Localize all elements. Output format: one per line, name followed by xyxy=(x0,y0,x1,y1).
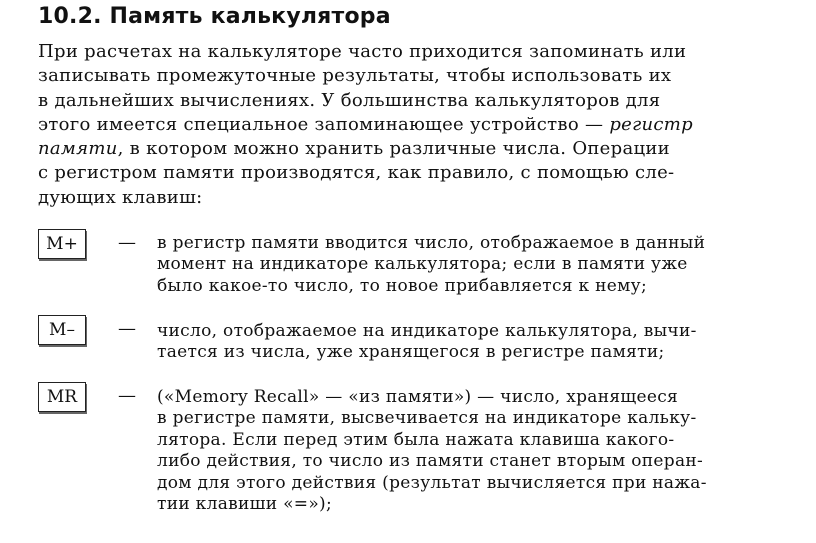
key-mr: MR xyxy=(38,382,86,412)
intro-line xyxy=(38,113,738,137)
description-line: дом для этого действия (результат вычисляется при нажа- xyxy=(157,472,707,493)
description-line: число, отображаемое на индикаторе калькулятора, вычи- xyxy=(157,321,697,341)
description-line: было какое-то число, то новое прибавляется к нему; xyxy=(157,275,647,296)
intro-line-text: этого имеется специальное запоминающее устройство — xyxy=(38,113,604,135)
key-m-plus: M+ xyxy=(38,229,86,259)
description-line: в регистре памяти, высвечивается на индикаторе кальку- xyxy=(157,408,697,429)
description-line: тается из числа, уже хранящегося в регистре памяти; xyxy=(157,342,665,363)
description-line: момент на индикаторе калькулятора; если в памяти уже xyxy=(157,254,688,275)
intro-line xyxy=(38,137,738,161)
description-line: тии клавиши «=»); xyxy=(157,494,332,515)
intro-line: дующих клавиш: xyxy=(38,186,203,208)
intro-line: в дальнейших вычислениях. У большинства калькуляторов для xyxy=(38,89,661,111)
key-m-plus-description xyxy=(157,233,777,297)
description-line: лятора. Если перед этим была нажата клавиша какого- xyxy=(157,429,675,450)
term-memory: памяти xyxy=(38,138,118,160)
dash: — xyxy=(118,385,136,406)
intro-line: При расчетах на калькуляторе часто приходится запоминать или xyxy=(38,41,687,62)
intro-line: с регистром памяти производятся, как правило, с помощью сле- xyxy=(38,162,675,184)
key-mr-description xyxy=(157,387,777,515)
intro-line-text: , в котором можно хранить различные числа. Операции xyxy=(117,138,670,160)
description-line: в регистр памяти вводится число, отображаемое в данный xyxy=(157,233,706,253)
term-register: регистр xyxy=(609,113,693,135)
description-line: либо действия, то число из памяти станет вторым операн- xyxy=(157,451,704,472)
intro-paragraph xyxy=(38,40,738,210)
dash: — xyxy=(118,232,136,253)
section-title: 10.2. Память калькулятора xyxy=(38,4,391,29)
intro-line: записывать промежуточные результаты, чтобы использовать их xyxy=(38,65,672,87)
key-m-minus-description xyxy=(157,321,777,364)
description-line: («Memory Recall» — «из памяти») — число, хранящееся xyxy=(157,387,679,407)
key-m-minus: M– xyxy=(38,315,86,345)
dash: — xyxy=(118,318,136,339)
